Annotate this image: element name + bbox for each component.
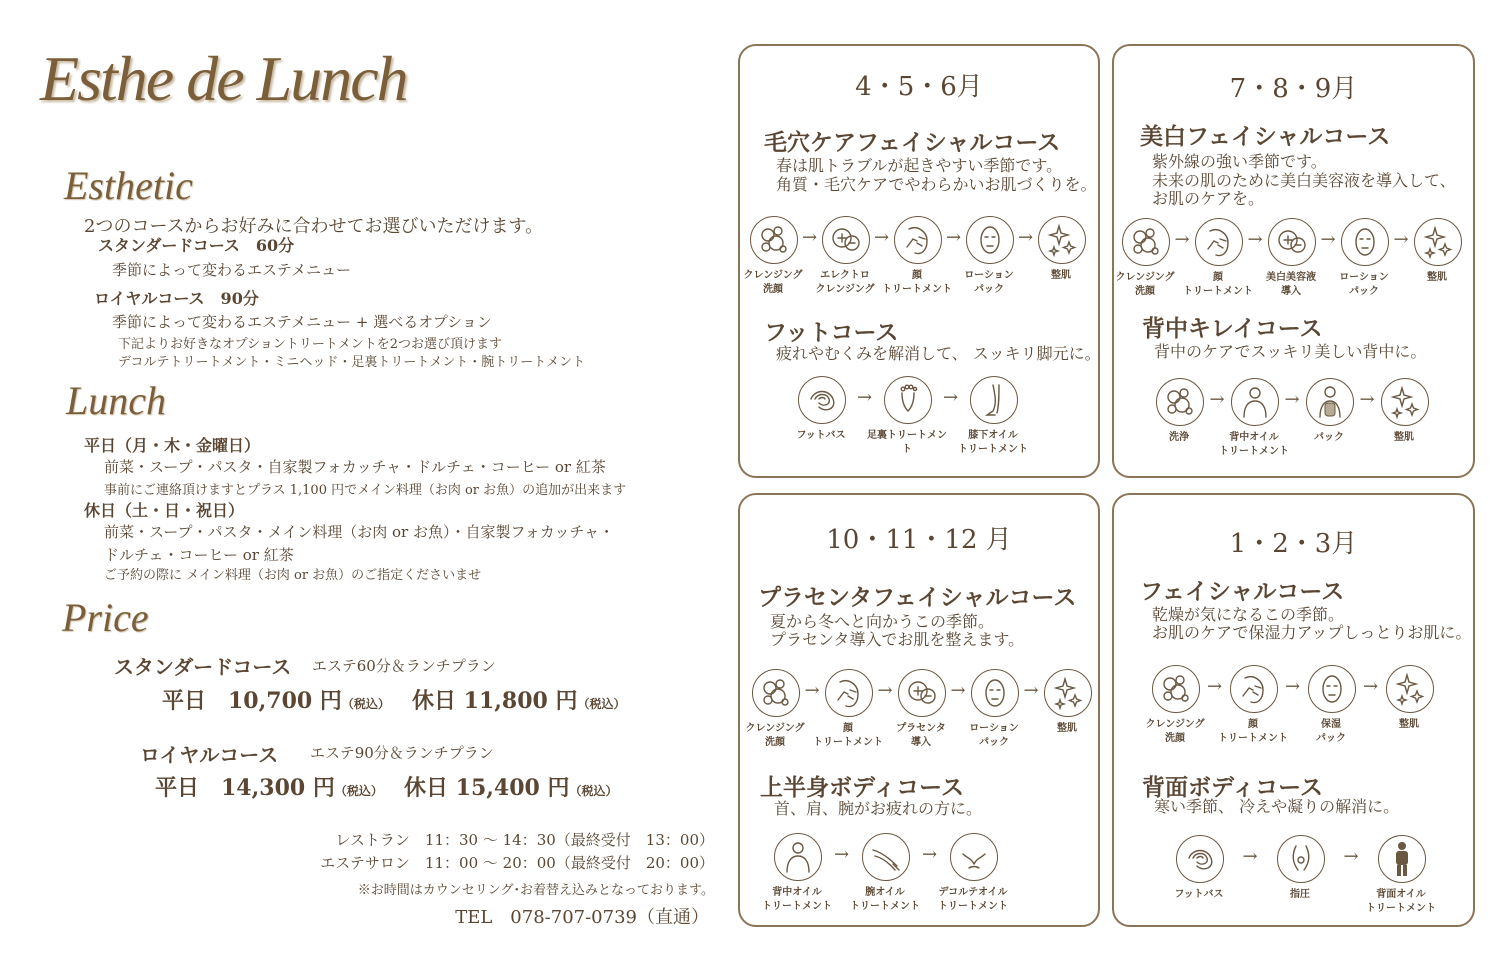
price-royal-name: ロイヤルコース bbox=[140, 743, 279, 767]
price-standard-name: スタンダードコース bbox=[114, 655, 292, 679]
panel-month: 10・11・12 月 bbox=[826, 525, 1012, 555]
step-label: 整肌 bbox=[1394, 432, 1414, 443]
page-title: Esthe de Lunch bbox=[40, 43, 407, 114]
hours-salon: エステサロン 11：00 〜 20：00（最終受付 20：00） bbox=[320, 854, 714, 872]
price-royal-holiday: 休日 15,400 円（税込） bbox=[404, 775, 618, 801]
arrow-right-icon: → bbox=[1285, 676, 1301, 697]
step-label: クレンジング 洗顔 bbox=[743, 270, 803, 295]
sparkle-icon bbox=[1044, 669, 1092, 717]
face-massage-icon bbox=[825, 669, 873, 717]
step-label: クレンジング 洗顔 bbox=[745, 723, 805, 748]
step-label: 洗浄 bbox=[1169, 432, 1189, 443]
arrow-right-icon: → bbox=[1209, 389, 1225, 410]
step-label: 足裏トリートメント bbox=[867, 430, 947, 455]
course-title: 毛穴ケアフェイシャルコース bbox=[764, 129, 1061, 156]
back-pack-icon bbox=[1306, 378, 1354, 426]
arrow-right-icon: → bbox=[950, 680, 966, 701]
arrow-right-icon: → bbox=[857, 387, 873, 408]
arrow-right-icon: → bbox=[802, 227, 818, 248]
arrow-right-icon: → bbox=[1242, 846, 1258, 867]
sparkle-icon bbox=[1381, 378, 1429, 426]
face-massage-icon bbox=[1230, 665, 1278, 713]
step-label: フットバス bbox=[1174, 889, 1224, 900]
foot-icon bbox=[884, 376, 932, 424]
step-label: 顔 トリートメント bbox=[1183, 272, 1253, 297]
arrow-right-icon: → bbox=[946, 227, 962, 248]
bubbles-icon bbox=[1156, 378, 1204, 426]
course-title: フェイシャルコース bbox=[1140, 578, 1345, 605]
sparkle-icon bbox=[1038, 216, 1086, 264]
bubbles-icon bbox=[1122, 218, 1170, 266]
step-label: デコルテオイル トリートメント bbox=[938, 887, 1008, 912]
course-desc: 未来の肌のために美白美容液を導入して、 bbox=[1152, 171, 1456, 190]
panel-apr-jun bbox=[738, 44, 1100, 478]
decollete-icon bbox=[950, 833, 998, 881]
course-title: 上半身ボディコース bbox=[760, 774, 965, 801]
arrow-right-icon: → bbox=[1359, 389, 1375, 410]
face-mask-icon bbox=[1308, 665, 1356, 713]
step-label: パック bbox=[1314, 432, 1344, 443]
lunch-holiday-label: 休日（土・日・祝日） bbox=[84, 501, 245, 520]
esthetic-royal-name: ロイヤルコース 90分 bbox=[94, 289, 259, 308]
step-label: 整肌 bbox=[1399, 719, 1419, 730]
sparkle-icon bbox=[1386, 665, 1434, 713]
course-desc: 疲れやむくみを解消して、 スッキリ脚元に。 bbox=[776, 344, 1101, 363]
course-desc: 背中のケアでスッキリ美しい背中に。 bbox=[1154, 342, 1427, 361]
course-desc: 寒い季節、 冷えや凝りの解消に。 bbox=[1154, 797, 1400, 816]
step-label: 整肌 bbox=[1427, 272, 1447, 283]
face-mask-icon bbox=[971, 669, 1019, 717]
hours-restaurant: レストラン 11：30 〜 14：30（最終受付 13：00） bbox=[335, 831, 714, 849]
lunch-weekday-note: 事前にご連絡頂けますとプラス 1,100 円でメイン料理（お肉 or お魚）の追加が出来ます bbox=[104, 483, 627, 498]
price-royal-plan: エステ90分＆ランチプラン bbox=[310, 744, 494, 762]
course-desc: 角質・毛穴ケアでやわらかいお肌づくりを。 bbox=[776, 175, 1097, 194]
step-label: エレクトロ クレンジング bbox=[815, 270, 875, 295]
price-standard-weekday: 平日 10,700 円（税込） bbox=[162, 688, 390, 714]
arrow-right-icon: → bbox=[1018, 227, 1034, 248]
esthetic-standard-name: スタンダードコース 60分 bbox=[98, 236, 295, 255]
course-title: 背中キレイコース bbox=[1142, 315, 1323, 342]
step-label: 顔 トリートメント bbox=[813, 723, 883, 748]
back-icon bbox=[1231, 378, 1279, 426]
lunch-weekday-menu: 前菜・スープ・パスタ・自家製フォカッチャ・ドルチェ・コーヒー or 紅茶 bbox=[104, 458, 606, 476]
course-desc: お肌のケアを。 bbox=[1152, 189, 1265, 208]
plus-minus-icon bbox=[898, 669, 946, 717]
step-label: ローション パック bbox=[964, 270, 1014, 295]
price-standard-plan: エステ60分＆ランチプラン bbox=[312, 657, 496, 675]
step-label: クレンジング 洗顔 bbox=[1145, 719, 1205, 744]
step-label: 膝下オイル トリートメント bbox=[958, 430, 1028, 455]
course-desc: 夏から冬へと向かうこの季節。 bbox=[770, 612, 995, 631]
arrow-right-icon: → bbox=[922, 844, 938, 865]
course-desc: 春は肌トラブルが起きやすい季節です。 bbox=[776, 156, 1063, 175]
arrow-right-icon: → bbox=[877, 680, 893, 701]
telephone: TEL 078-707-0739（直通） bbox=[455, 907, 709, 928]
arm-icon bbox=[862, 833, 910, 881]
lunch-heading: Lunch bbox=[66, 378, 166, 423]
price-heading: Price bbox=[62, 595, 149, 640]
foot-bath-icon bbox=[798, 376, 846, 424]
step-label: ローション パック bbox=[969, 723, 1019, 748]
arrow-right-icon: → bbox=[943, 387, 959, 408]
arrow-right-icon: → bbox=[1363, 676, 1379, 697]
face-mask-icon bbox=[966, 216, 1014, 264]
price-royal-weekday: 平日 14,300 円（税込） bbox=[155, 775, 383, 801]
esthetic-royal-note-2: デコルテトリートメント・ミニヘッド・足裏トリートメント・腕トリートメント bbox=[118, 355, 586, 370]
step-label: クレンジング 洗顔 bbox=[1115, 272, 1175, 297]
course-desc: 首、肩、腕がお疲れの方に。 bbox=[774, 799, 983, 818]
sparkle-icon bbox=[1414, 218, 1462, 266]
leg-icon bbox=[970, 376, 1018, 424]
course-title: 美白フェイシャルコース bbox=[1140, 123, 1391, 150]
lunch-holiday-menu-2: ドルチェ・コーヒー or 紅茶 bbox=[104, 546, 294, 564]
arrow-right-icon: → bbox=[874, 227, 890, 248]
course-title: プラセンタフェイシャルコース bbox=[758, 584, 1077, 611]
step-label: ローション パック bbox=[1339, 272, 1389, 297]
step-label: 顔 トリートメント bbox=[1218, 719, 1288, 744]
esthetic-royal-note-1: 下記よりお好きなオプショントリートメントを2つお選び頂けます bbox=[118, 337, 502, 352]
esthetic-intro: 2つのコースからお好みに合わせてお選びいただけます。 bbox=[84, 216, 544, 237]
course-title: 背面ボディコース bbox=[1142, 774, 1324, 801]
price-standard-holiday: 休日 11,800 円（税込） bbox=[412, 688, 626, 714]
course-desc: 乾燥が気になるこの季節。 bbox=[1152, 605, 1345, 624]
step-label: 背中オイル トリートメント bbox=[762, 887, 832, 912]
course-desc: 紫外線の強い季節です。 bbox=[1152, 152, 1327, 171]
panel-month: 7・8・9月 bbox=[1229, 74, 1358, 104]
panel-oct-dec bbox=[738, 493, 1100, 927]
panel-jan-mar bbox=[1112, 493, 1475, 927]
course-desc: プラセンタ導入でお肌を整えます。 bbox=[770, 630, 1025, 649]
arrow-right-icon: → bbox=[1174, 229, 1190, 250]
esthetic-heading: Esthetic bbox=[64, 163, 193, 208]
lunch-holiday-note: ご予約の際に メイン料理（お肉 or お魚）のご指定くださいませ bbox=[104, 568, 482, 583]
arrow-right-icon: → bbox=[804, 680, 820, 701]
step-label: 整肌 bbox=[1057, 723, 1077, 734]
step-label: フットバス bbox=[796, 430, 846, 441]
bubbles-icon bbox=[752, 669, 800, 717]
step-label: 背中オイル トリートメント bbox=[1219, 432, 1289, 457]
face-massage-icon bbox=[894, 216, 942, 264]
lunch-holiday-menu-1: 前菜・スープ・パスタ・メイン料理（お肉 or お魚）・自家製フォカッチャ・ bbox=[104, 523, 615, 541]
step-label: 顔 トリートメント bbox=[882, 270, 952, 295]
esthetic-royal-desc: 季節によって変わるエステメニュー + 選べるオプション bbox=[112, 313, 492, 331]
step-label: 美白美容液 導入 bbox=[1266, 272, 1316, 297]
arrow-right-icon: → bbox=[1207, 676, 1223, 697]
face-mask-icon bbox=[1341, 218, 1389, 266]
course-title: フットコース bbox=[764, 319, 899, 346]
hours-note: ※お時間はカウンセリング･お着替え込みとなっております。 bbox=[357, 883, 714, 898]
arrow-right-icon: → bbox=[1343, 846, 1359, 867]
foot-bath-icon bbox=[1176, 835, 1224, 883]
face-massage-icon bbox=[1195, 218, 1243, 266]
lunch-weekday-label: 平日（月・木・金曜日） bbox=[84, 436, 261, 455]
bubbles-icon bbox=[750, 216, 798, 264]
esthetic-standard-desc: 季節によって変わるエステメニュー bbox=[112, 261, 352, 279]
arrow-right-icon: → bbox=[834, 844, 850, 865]
panel-month: 4・5・6月 bbox=[855, 72, 983, 102]
step-label: 背面オイル トリートメント bbox=[1366, 889, 1436, 914]
step-label: 整肌 bbox=[1051, 270, 1071, 281]
arrow-right-icon: → bbox=[1023, 680, 1039, 701]
plus-minus-icon bbox=[1268, 218, 1316, 266]
step-label: 指圧 bbox=[1290, 889, 1310, 900]
step-label: 保湿 パック bbox=[1316, 719, 1346, 744]
arrow-right-icon: → bbox=[1247, 229, 1263, 250]
pressure-icon bbox=[1277, 835, 1325, 883]
panel-month: 1・2・3月 bbox=[1229, 529, 1358, 559]
course-desc: お肌のケアで保湿力アップしっとりお肌に。 bbox=[1152, 623, 1472, 642]
bubbles-icon bbox=[1152, 665, 1200, 713]
step-label: 腕オイル トリートメント bbox=[850, 887, 920, 912]
plus-minus-icon bbox=[822, 216, 870, 264]
arrow-right-icon: → bbox=[1320, 229, 1336, 250]
arrow-right-icon: → bbox=[1393, 229, 1409, 250]
panel-jul-sep bbox=[1112, 44, 1475, 478]
arrow-right-icon: → bbox=[1284, 389, 1300, 410]
body-back-icon bbox=[1378, 835, 1426, 883]
step-label: プラセンタ 導入 bbox=[896, 723, 946, 748]
back-icon bbox=[774, 833, 822, 881]
